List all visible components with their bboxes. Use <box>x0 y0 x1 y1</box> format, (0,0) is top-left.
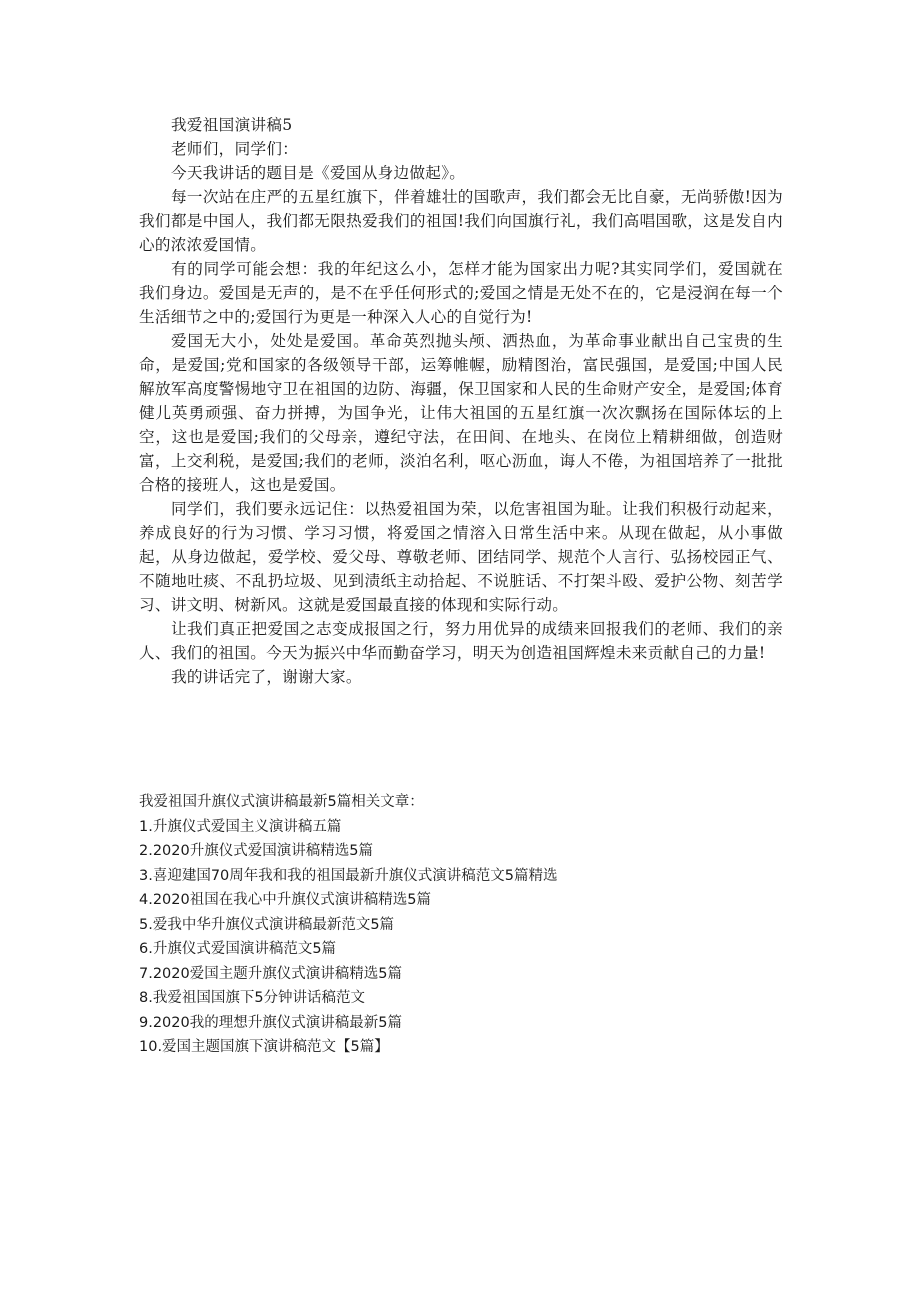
speech-paragraph: 每一次站在庄严的五星红旗下，伴着雄壮的国歌声，我们都会无比自豪，无尚骄傲!因为我们都是中国人，我们都无限热爱我们的祖国!我们向国旗行礼，我们高唱国歌，这是发自内心的浓浓爱国情。 <box>139 188 783 254</box>
related-articles-heading: 我爱祖国升旗仪式演讲稿最新5篇相关文章： <box>139 794 424 810</box>
speech-paragraph: 有的同学可能会想：我的年纪这么小，怎样才能为国家出力呢?其实同学们，爱国就在我们身边。爱国是无声的，是不在乎任何形式的;爱国之情是无处不在的，它是浸润在每一个生活细节之中的;爱国行为更是一种深入人心的自觉行为! <box>139 260 783 326</box>
speech-title: 我爱祖国演讲稿5 <box>171 116 293 134</box>
related-article-link[interactable]: 8.我爱祖国国旗下5分钟讲话稿范文 <box>139 990 366 1006</box>
related-article-link[interactable]: 2.2020升旗仪式爱国演讲稿精选5篇 <box>139 843 373 859</box>
speech-paragraph: 让我们真正把爱国之志变成报国之行，努力用优异的成绩来回报我们的老师、我们的亲人、我们的祖国。今天为振兴中华而勤奋学习，明天为创造祖国辉煌未来贡献自己的力量! <box>139 620 783 662</box>
speech-paragraph: 同学们，我们要永远记住：以热爱祖国为荣，以危害祖国为耻。让我们积极行动起来，养成良好的行为习惯、学习习惯，将爱国之情溶入日常生活中来。从现在做起，从小事做起，从身边做起，爱学校、爱父母、尊敬老师、团结同学、规范个人言行、弘扬校园正气、不随地吐痰、不乱扔垃圾、见到渍纸主动拾起、不说脏话、不打架斗殴、爱护公物、刻苦学习、讲文明、树新风。这就是爱国最直接的体现和实际行动。 <box>139 500 783 614</box>
related-article-link[interactable]: 10.爱国主题国旗下演讲稿范文【5篇】 <box>139 1039 389 1055</box>
related-article-link[interactable]: 9.2020我的理想升旗仪式演讲稿最新5篇 <box>139 1014 402 1031</box>
speech-body <box>139 113 783 689</box>
related-article-link[interactable]: 3.喜迎建国70周年我和我的祖国最新升旗仪式演讲稿范文5篇精选 <box>139 867 558 884</box>
related-article-link[interactable]: 1.升旗仪式爱国主义演讲稿五篇 <box>139 818 342 835</box>
speech-greeting: 老师们，同学们： <box>171 140 299 158</box>
related-articles <box>139 790 819 1060</box>
speech-paragraph: 爱国无大小，处处是爱国。革命英烈抛头颅、洒热血，为革命事业献出自己宝贵的生命，是爱国;党和国家的各级领导干部，运筹帷幄，励精图治，富民强国，是爱国;中国人民解放军高度警惕地守卫在祖国的边防、海疆，保卫国家和人民的生命财产安全，是爱国;体育健儿英勇顽强、奋力拼搏，为国争光，让伟大祖国的五星红旗一次次飘扬在国际体坛的上空，这也是爱国;我们的父母亲，遵纪守法，在田间、在地头、在岗位上精耕细做，创造财富，上交利税，是爱国;我们的老师，淡泊名利，呕心沥血，诲人不倦，为祖国培养了一批批合格的接班人，这也是爱国。 <box>139 332 783 494</box>
related-article-link[interactable]: 4.2020祖国在我心中升旗仪式演讲稿精选5篇 <box>139 892 431 908</box>
related-articles-list <box>139 815 819 1060</box>
related-article-link[interactable]: 6.升旗仪式爱国演讲稿范文5篇 <box>139 941 337 957</box>
related-article-link[interactable]: 7.2020爱国主题升旗仪式演讲稿精选5篇 <box>139 965 402 982</box>
speech-closing: 我的讲话完了，谢谢大家。 <box>171 668 362 686</box>
speech-paragraph: 今天我讲话的题目是《爱国从身边做起》。 <box>171 164 466 182</box>
related-article-link[interactable]: 5.爱我中华升旗仪式演讲稿最新范文5篇 <box>139 916 395 933</box>
